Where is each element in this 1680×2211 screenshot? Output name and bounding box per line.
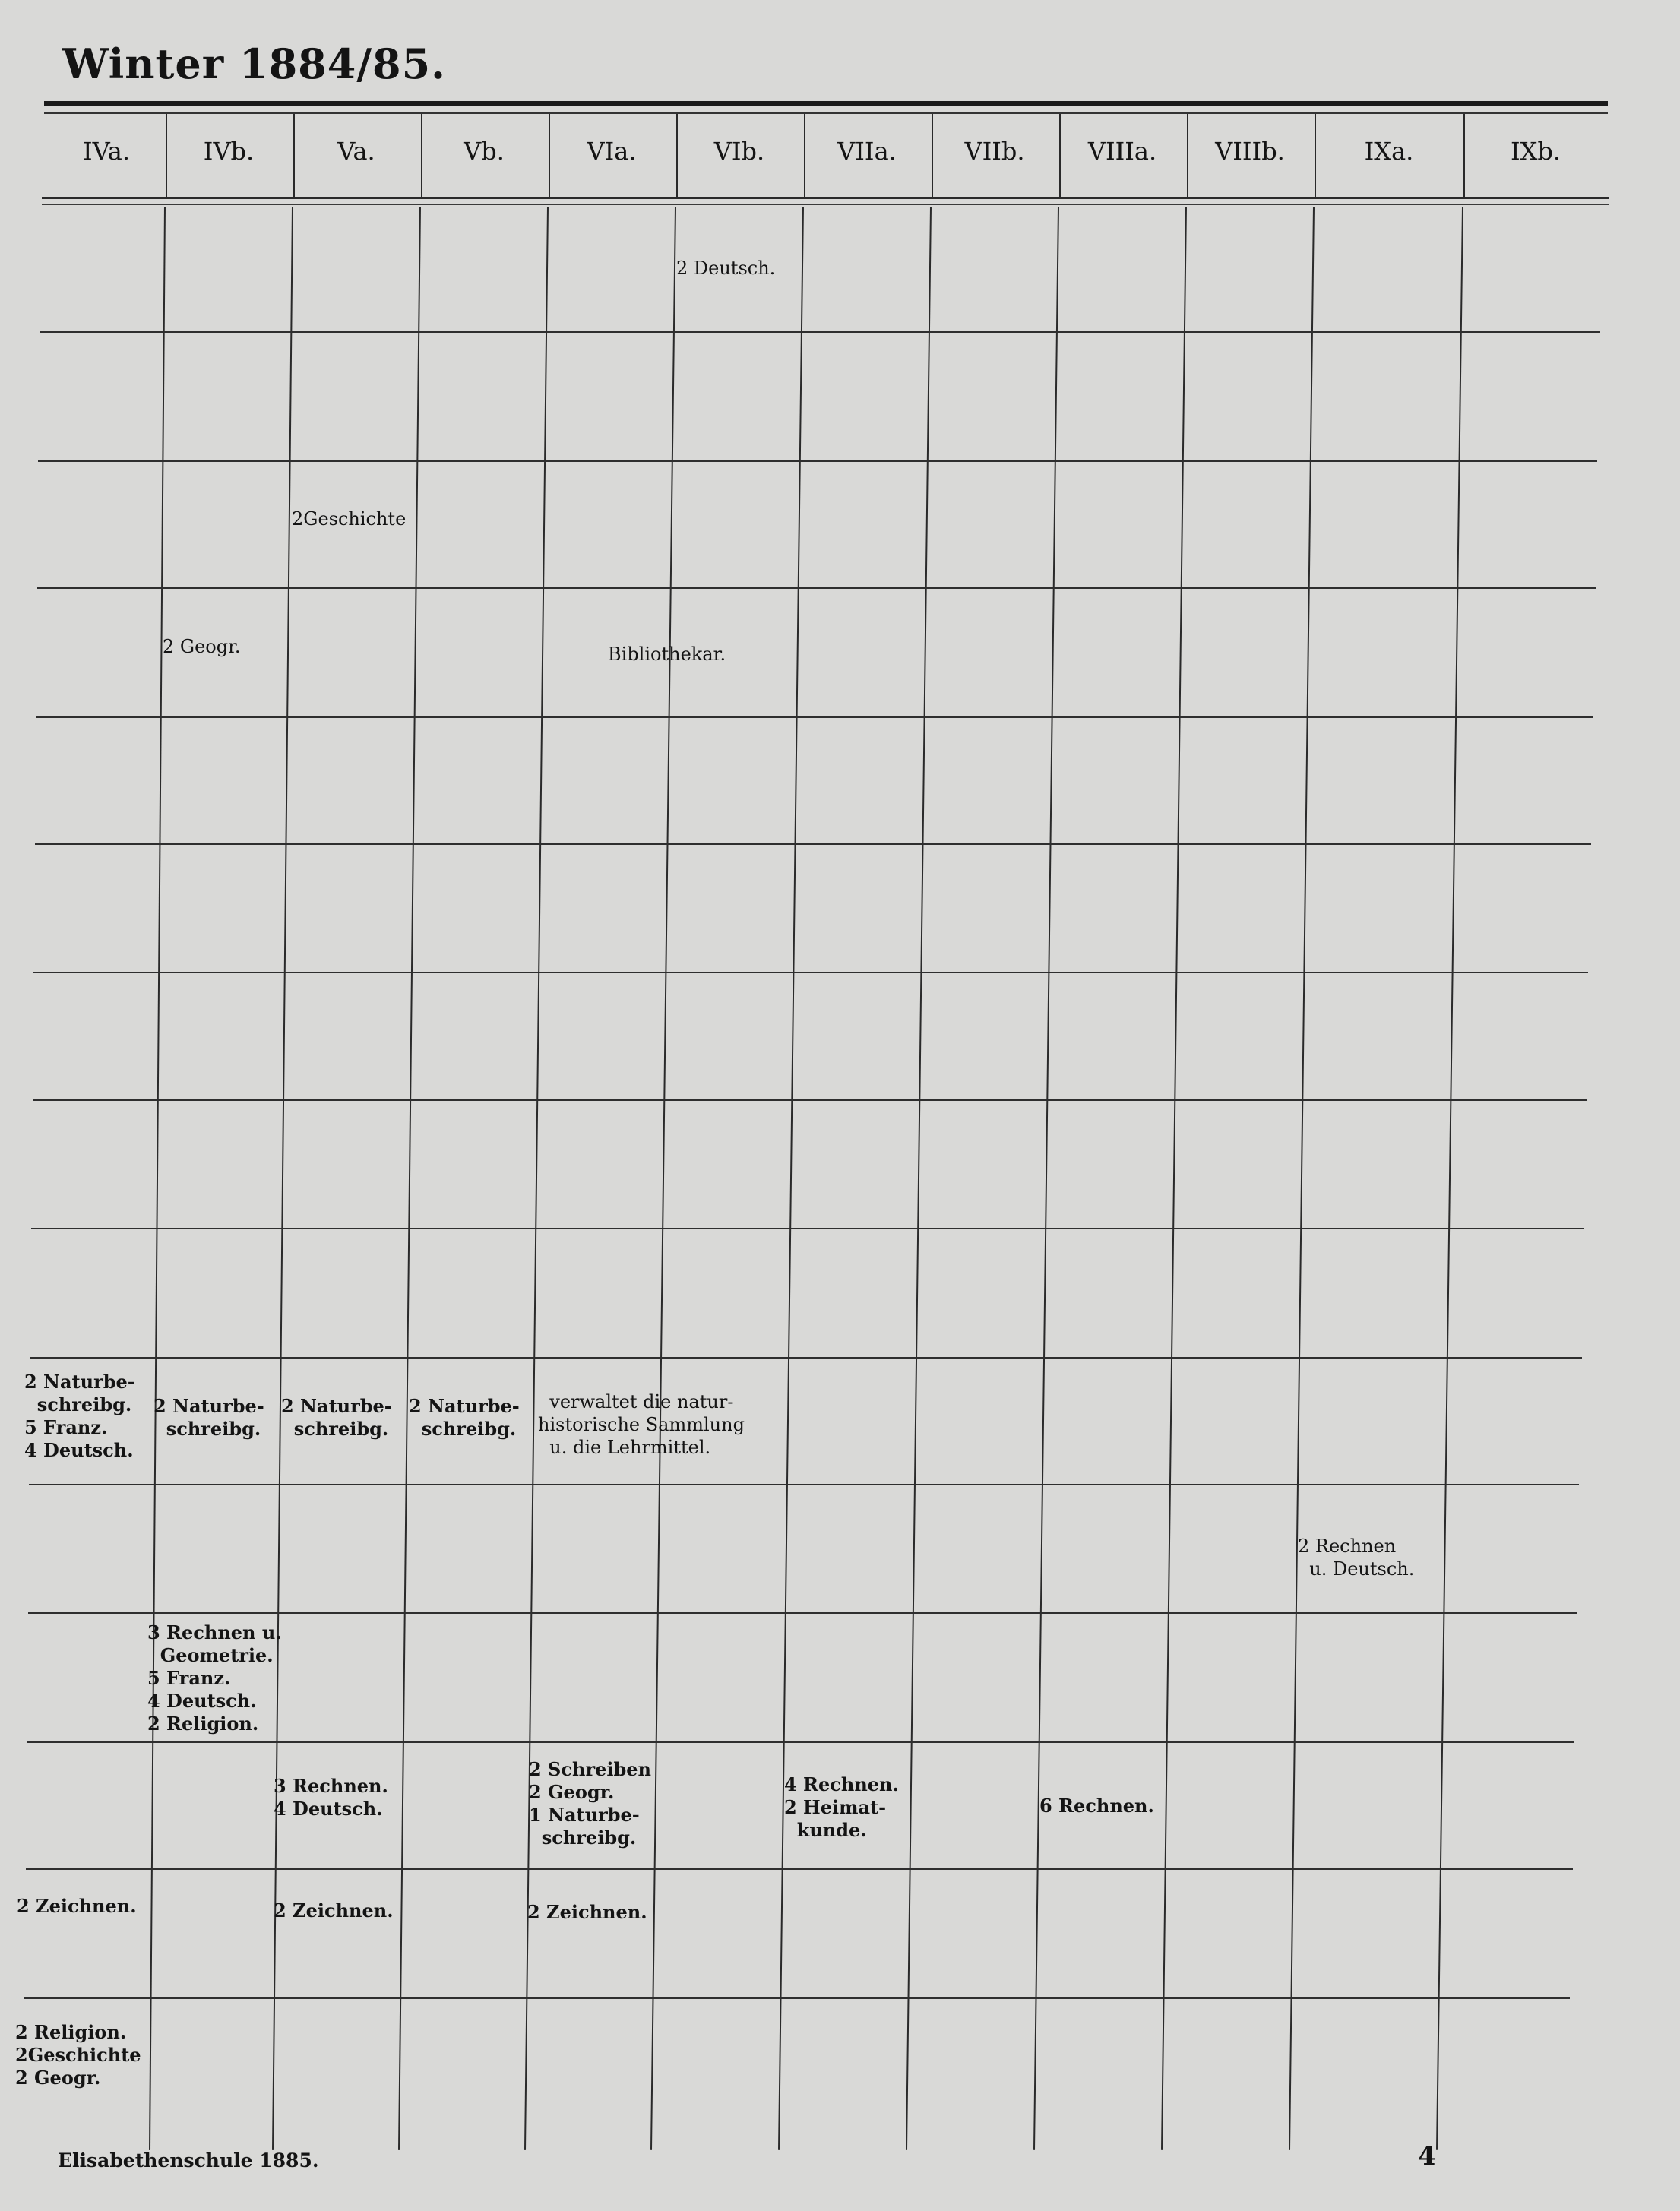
entry-via-bibliothekar: Bibliothekar. xyxy=(608,644,726,665)
row-divider xyxy=(27,1741,1574,1743)
row-divider xyxy=(37,587,1596,589)
row-divider xyxy=(31,1228,1584,1229)
column-header-iva: IVa. xyxy=(82,137,131,166)
column-divider xyxy=(778,207,804,2150)
row-divider xyxy=(26,1868,1573,1870)
top-rule-thin xyxy=(44,112,1608,114)
footer-imprint: Elisabethenschule 1885. xyxy=(58,2149,319,2171)
entry-vb-naturbe: 2 Naturbe- schreibg. xyxy=(409,1395,520,1440)
column-divider xyxy=(1436,207,1463,2150)
row-divider xyxy=(38,460,1597,462)
column-header-va: Va. xyxy=(337,137,375,166)
column-divider xyxy=(272,207,293,2150)
row-divider xyxy=(40,331,1600,333)
entry-vib-deutsch: 2 Deutsch. xyxy=(676,258,776,279)
row-divider xyxy=(35,843,1591,845)
column-header-viiib: VIIIb. xyxy=(1215,137,1285,166)
column-header-vib: VIb. xyxy=(713,137,765,166)
column-header-via: VIa. xyxy=(587,137,637,166)
column-header-vb: Vb. xyxy=(464,137,505,166)
column-header-viiia: VIIIa. xyxy=(1087,137,1157,166)
entry-va-zeichnen: 2 Zeichnen. xyxy=(274,1899,394,1922)
header-rule xyxy=(42,197,1609,199)
column-header-ixa: IXa. xyxy=(1364,137,1414,166)
entry-iva-religion-block: 2 Religion. 2Geschichte 2 Geogr. xyxy=(15,2021,141,2089)
entry-iva-zeichnen: 2 Zeichnen. xyxy=(17,1895,137,1917)
row-divider xyxy=(33,972,1588,973)
page-title: Winter 1884/85. xyxy=(62,40,446,88)
entry-va-geschichte: 2Geschichte xyxy=(292,508,407,530)
page-number: 4 xyxy=(1418,2141,1436,2171)
column-header-ixb: IXb. xyxy=(1510,137,1561,166)
entry-ivb-naturbe: 2 Naturbe- schreibg. xyxy=(153,1395,264,1440)
entry-va-naturbe: 2 Naturbe- schreibg. xyxy=(281,1395,392,1440)
entry-via-sammlung: verwaltet die natur- historische Sammlung u. die Lehrmittel. xyxy=(538,1391,745,1458)
entry-viiia-rechnen: 6 Rechnen. xyxy=(1039,1795,1154,1817)
column-divider xyxy=(1161,207,1187,2150)
entry-via-schreiben: 2 Schreiben 2 Geogr. 1 Naturbe- schreibg. xyxy=(529,1758,651,1849)
entry-iva-naturbe-block: 2 Naturbe- schreibg. 5 Franz. 4 Deutsch. xyxy=(24,1371,135,1461)
entry-ivb-rechnen-block: 3 Rechnen u. Geometrie. 5 Franz. 4 Deutsch. 2 Religion. xyxy=(147,1621,282,1735)
row-divider xyxy=(29,1484,1579,1485)
column-header-viia: VIIa. xyxy=(837,137,897,166)
row-divider xyxy=(33,1099,1587,1101)
column-divider xyxy=(650,207,676,2150)
column-divider xyxy=(906,207,932,2150)
entry-ivb-geogr: 2 Geogr. xyxy=(163,636,241,657)
entry-viia-rechnen: 4 Rechnen. 2 Heimat- kunde. xyxy=(784,1773,899,1841)
column-divider xyxy=(149,207,166,2150)
row-divider xyxy=(28,1612,1577,1614)
row-divider xyxy=(30,1357,1582,1359)
column-divider xyxy=(1289,207,1315,2150)
top-rule xyxy=(44,101,1608,106)
row-divider xyxy=(36,716,1593,718)
column-divider xyxy=(398,207,421,2150)
header-rule-thin xyxy=(42,204,1609,205)
column-divider xyxy=(524,207,549,2150)
column-divider xyxy=(1033,207,1059,2150)
row-divider xyxy=(24,1997,1570,1999)
entry-va-rechnen: 3 Rechnen. 4 Deutsch. xyxy=(274,1775,388,1820)
column-header-ivb: IVb. xyxy=(203,137,255,166)
entry-ixa-rechnen: 2 Rechnen u. Deutsch. xyxy=(1298,1536,1415,1580)
entry-via-zeichnen: 2 Zeichnen. xyxy=(527,1901,647,1923)
column-header-viib: VIIb. xyxy=(964,137,1025,166)
